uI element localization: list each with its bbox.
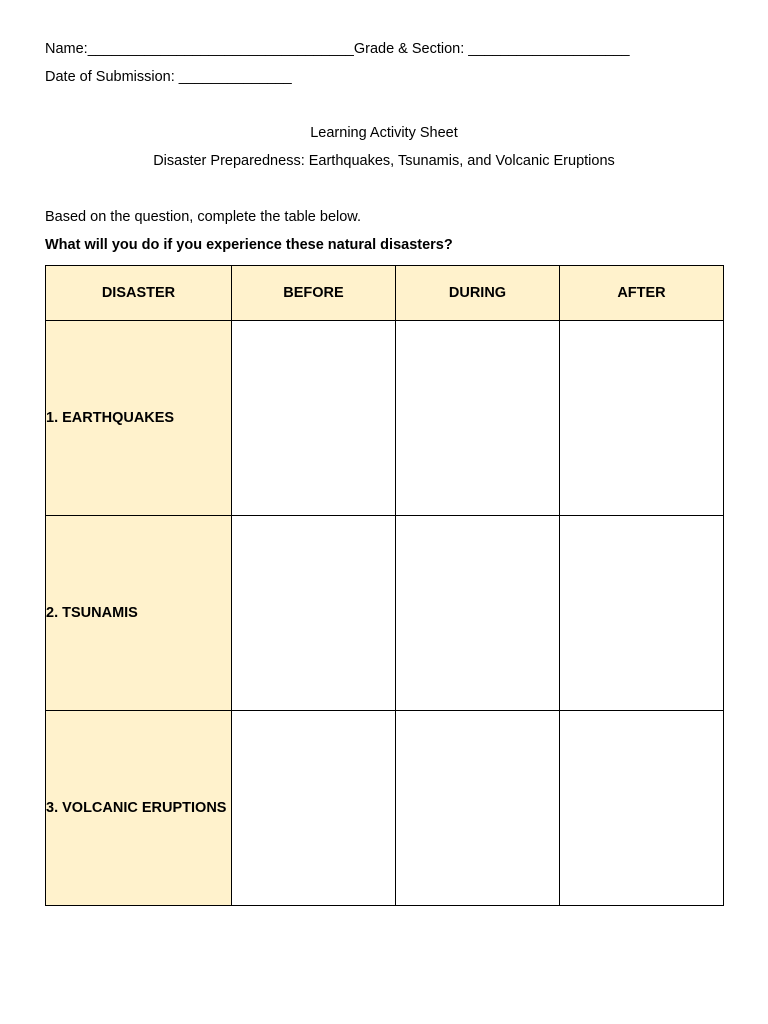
name-field[interactable]: _________________________________ [87,41,354,57]
name-grade-row [45,40,630,58]
disaster-cell-earthquakes [46,321,232,516]
table-row [46,516,724,711]
before-cell[interactable] [232,516,396,711]
header-after: AFTER [560,266,724,321]
disaster-label: 1. EARTHQUAKES [46,410,175,426]
header-disaster: DISASTER [46,266,232,321]
after-cell[interactable] [560,711,724,906]
table-header-row [46,266,724,321]
disaster-label: 2. TSUNAMIS [46,605,138,621]
disaster-cell-volcanic-eruptions [46,711,232,906]
date-field[interactable]: ______________ [178,69,292,85]
page-title: Learning Activity Sheet [310,125,458,141]
disaster-label: 3. VOLCANIC ERUPTIONS [46,800,227,816]
header-before: BEFORE [232,266,396,321]
date-row [45,68,292,86]
table-row [46,711,724,906]
header-during: DURING [396,266,560,321]
during-cell[interactable] [396,321,560,516]
during-cell[interactable] [396,516,560,711]
grade-section-field[interactable]: ____________________ [468,41,630,57]
instruction-text: Based on the question, complete the table below. [45,209,361,225]
disaster-cell-tsunamis [46,516,232,711]
question-text: What will you do if you experience these natural disasters? [45,237,453,253]
date-label: Date of Submission: [45,69,179,85]
after-cell[interactable] [560,321,724,516]
page-subtitle: Disaster Preparedness: Earthquakes, Tsunamis, and Volcanic Eruptions [153,153,615,169]
grade-section-label: Grade & Section: [353,41,469,57]
activity-table [45,265,724,906]
after-cell[interactable] [560,516,724,711]
before-cell[interactable] [232,711,396,906]
before-cell[interactable] [232,321,396,516]
during-cell[interactable] [396,711,560,906]
name-label: Name: [45,41,88,57]
table-row [46,321,724,516]
